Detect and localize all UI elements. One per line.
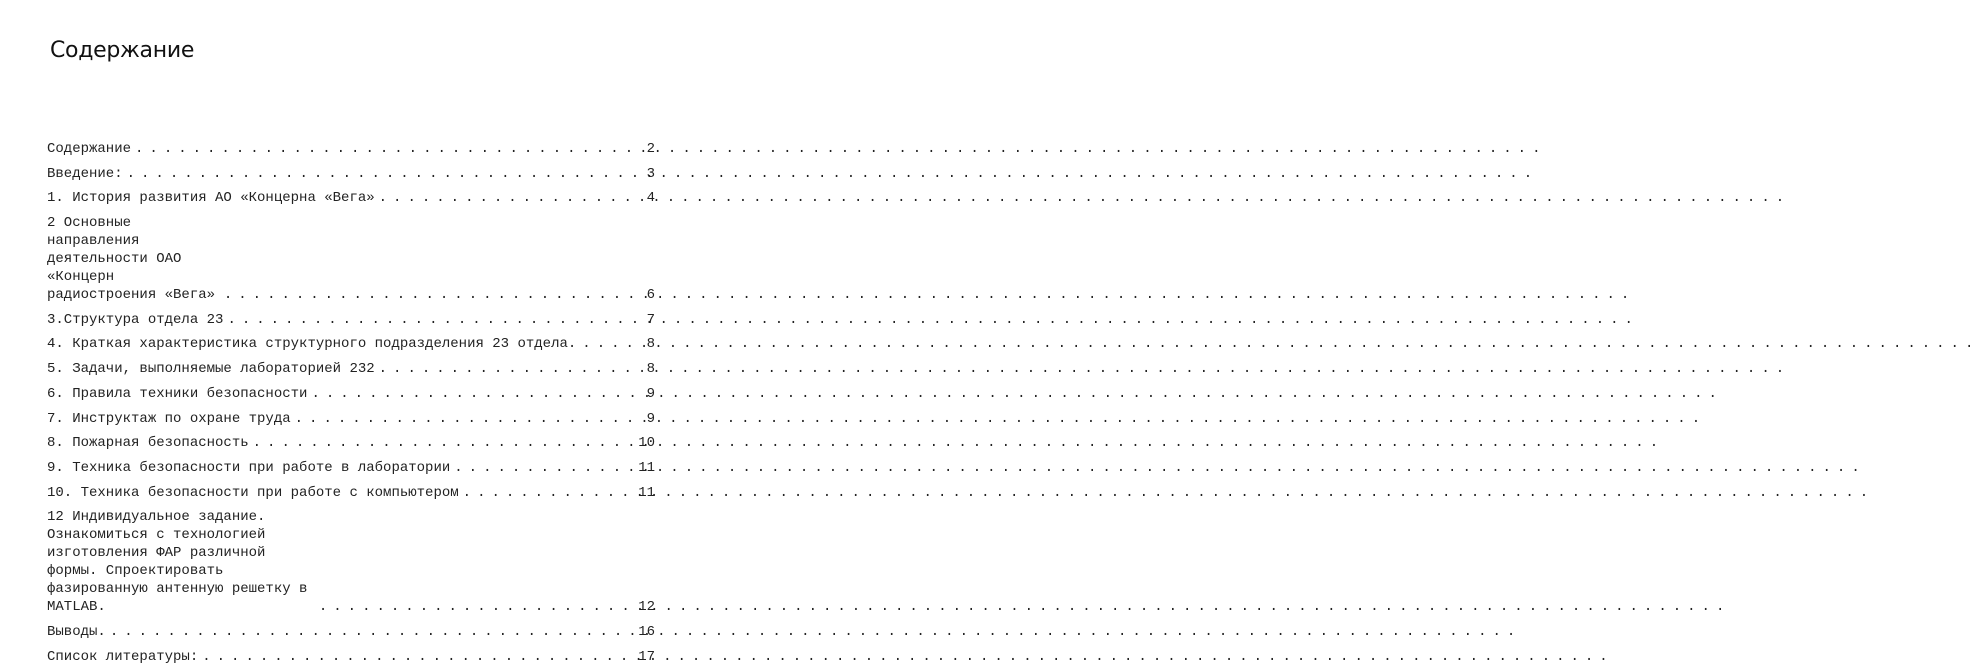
toc-entry-introduction[interactable] [47,165,655,183]
table-of-contents [47,140,655,672]
toc-page-number: 9 [646,385,655,402]
toc-dot-leader [131,140,647,158]
toc-entry-lab-tasks[interactable] [47,360,655,378]
toc-entry-contents[interactable] [47,140,655,158]
toc-page-number: 8 [646,361,655,378]
toc-dot-leader [375,360,647,378]
toc-entry-title: 10. Техника безопасности при работе с компьютером [47,484,459,501]
toc-entry-references[interactable] [47,648,655,666]
toc-entry-title: Список литературы: [47,648,199,665]
toc-entry-title: 9. Техника безопасности при работе в лаборатории [47,459,451,476]
toc-entry-individual-task[interactable] [47,508,655,616]
toc-dot-leader [249,434,639,452]
toc-entry-lab-safety[interactable] [47,459,655,477]
toc-dot-leader [123,165,647,183]
toc-page-number: 12 [638,599,655,616]
toc-entry-title: 4. Краткая характеристика структурного подразделения 23 отдела [47,336,568,353]
toc-dot-leader [220,286,647,304]
toc-dot-leader [375,189,647,207]
toc-dot-leader [459,484,639,502]
toc-page-number: 4 [646,190,655,207]
toc-page-number: 11 [638,484,655,501]
toc-entry-title: 1. История развития АО «Концерна «Вега» [47,190,375,207]
toc-entry-title: 5. Задачи, выполняемые лабораторией 232 [47,361,375,378]
toc-entry-title: 2 Основные направления деятельности ОАО «Концерн радиостроения «Вега» [47,215,216,304]
toc-entry-title: 7. Инструктаж по охране труда [47,410,291,427]
toc-dot-leader [106,623,638,641]
toc-entry-division-overview[interactable] [47,335,655,353]
toc-page-number: 10 [638,435,655,452]
toc-entry-title: 3.Структура отдела 23 [47,311,224,328]
toc-page-number: 11 [638,459,655,476]
toc-entry-title: Выводы. [47,623,106,640]
toc-entry-title: Введение: [47,165,123,182]
toc-page-number: 6 [646,287,655,304]
toc-entry-history[interactable] [47,189,655,207]
toc-entry-title: 12 Индивидуальное задание. Ознакомиться с технологией изготовления ФАР различной формы. Спроектировать фазированную антенную решетку в MATLAB. [47,509,308,616]
toc-entry-computer-safety[interactable] [47,484,655,502]
toc-dot-leader [568,335,647,353]
toc-entry-title: 6. Правила техники безопасности [47,385,308,402]
toc-dot-leader [450,459,638,477]
toc-page-number: 8 [646,336,655,353]
toc-dot-leader [198,648,638,666]
toc-dot-leader [315,598,638,616]
toc-page-number: 9 [646,410,655,427]
toc-entry-title: 8. Пожарная безопасность [47,435,249,452]
toc-page-number: 17 [638,648,655,665]
toc-entry-labor-briefing[interactable] [47,410,655,428]
toc-dot-leader [307,385,646,403]
toc-page-number: 2 [646,141,655,157]
toc-entry-safety-rules[interactable] [47,385,655,403]
toc-dot-leader [223,311,646,329]
page-title: Содержание [50,38,195,63]
toc-entry-title: Содержание [47,141,132,157]
toc-page-number: 3 [646,165,655,182]
toc-entry-conclusions[interactable] [47,623,655,641]
toc-entry-department-structure[interactable] [47,311,655,329]
toc-dot-leader [291,410,647,428]
toc-page-number: 7 [646,311,655,328]
toc-entry-main-activities[interactable] [47,214,655,304]
toc-entry-fire-safety[interactable] [47,434,655,452]
toc-page-number: 16 [638,623,655,640]
